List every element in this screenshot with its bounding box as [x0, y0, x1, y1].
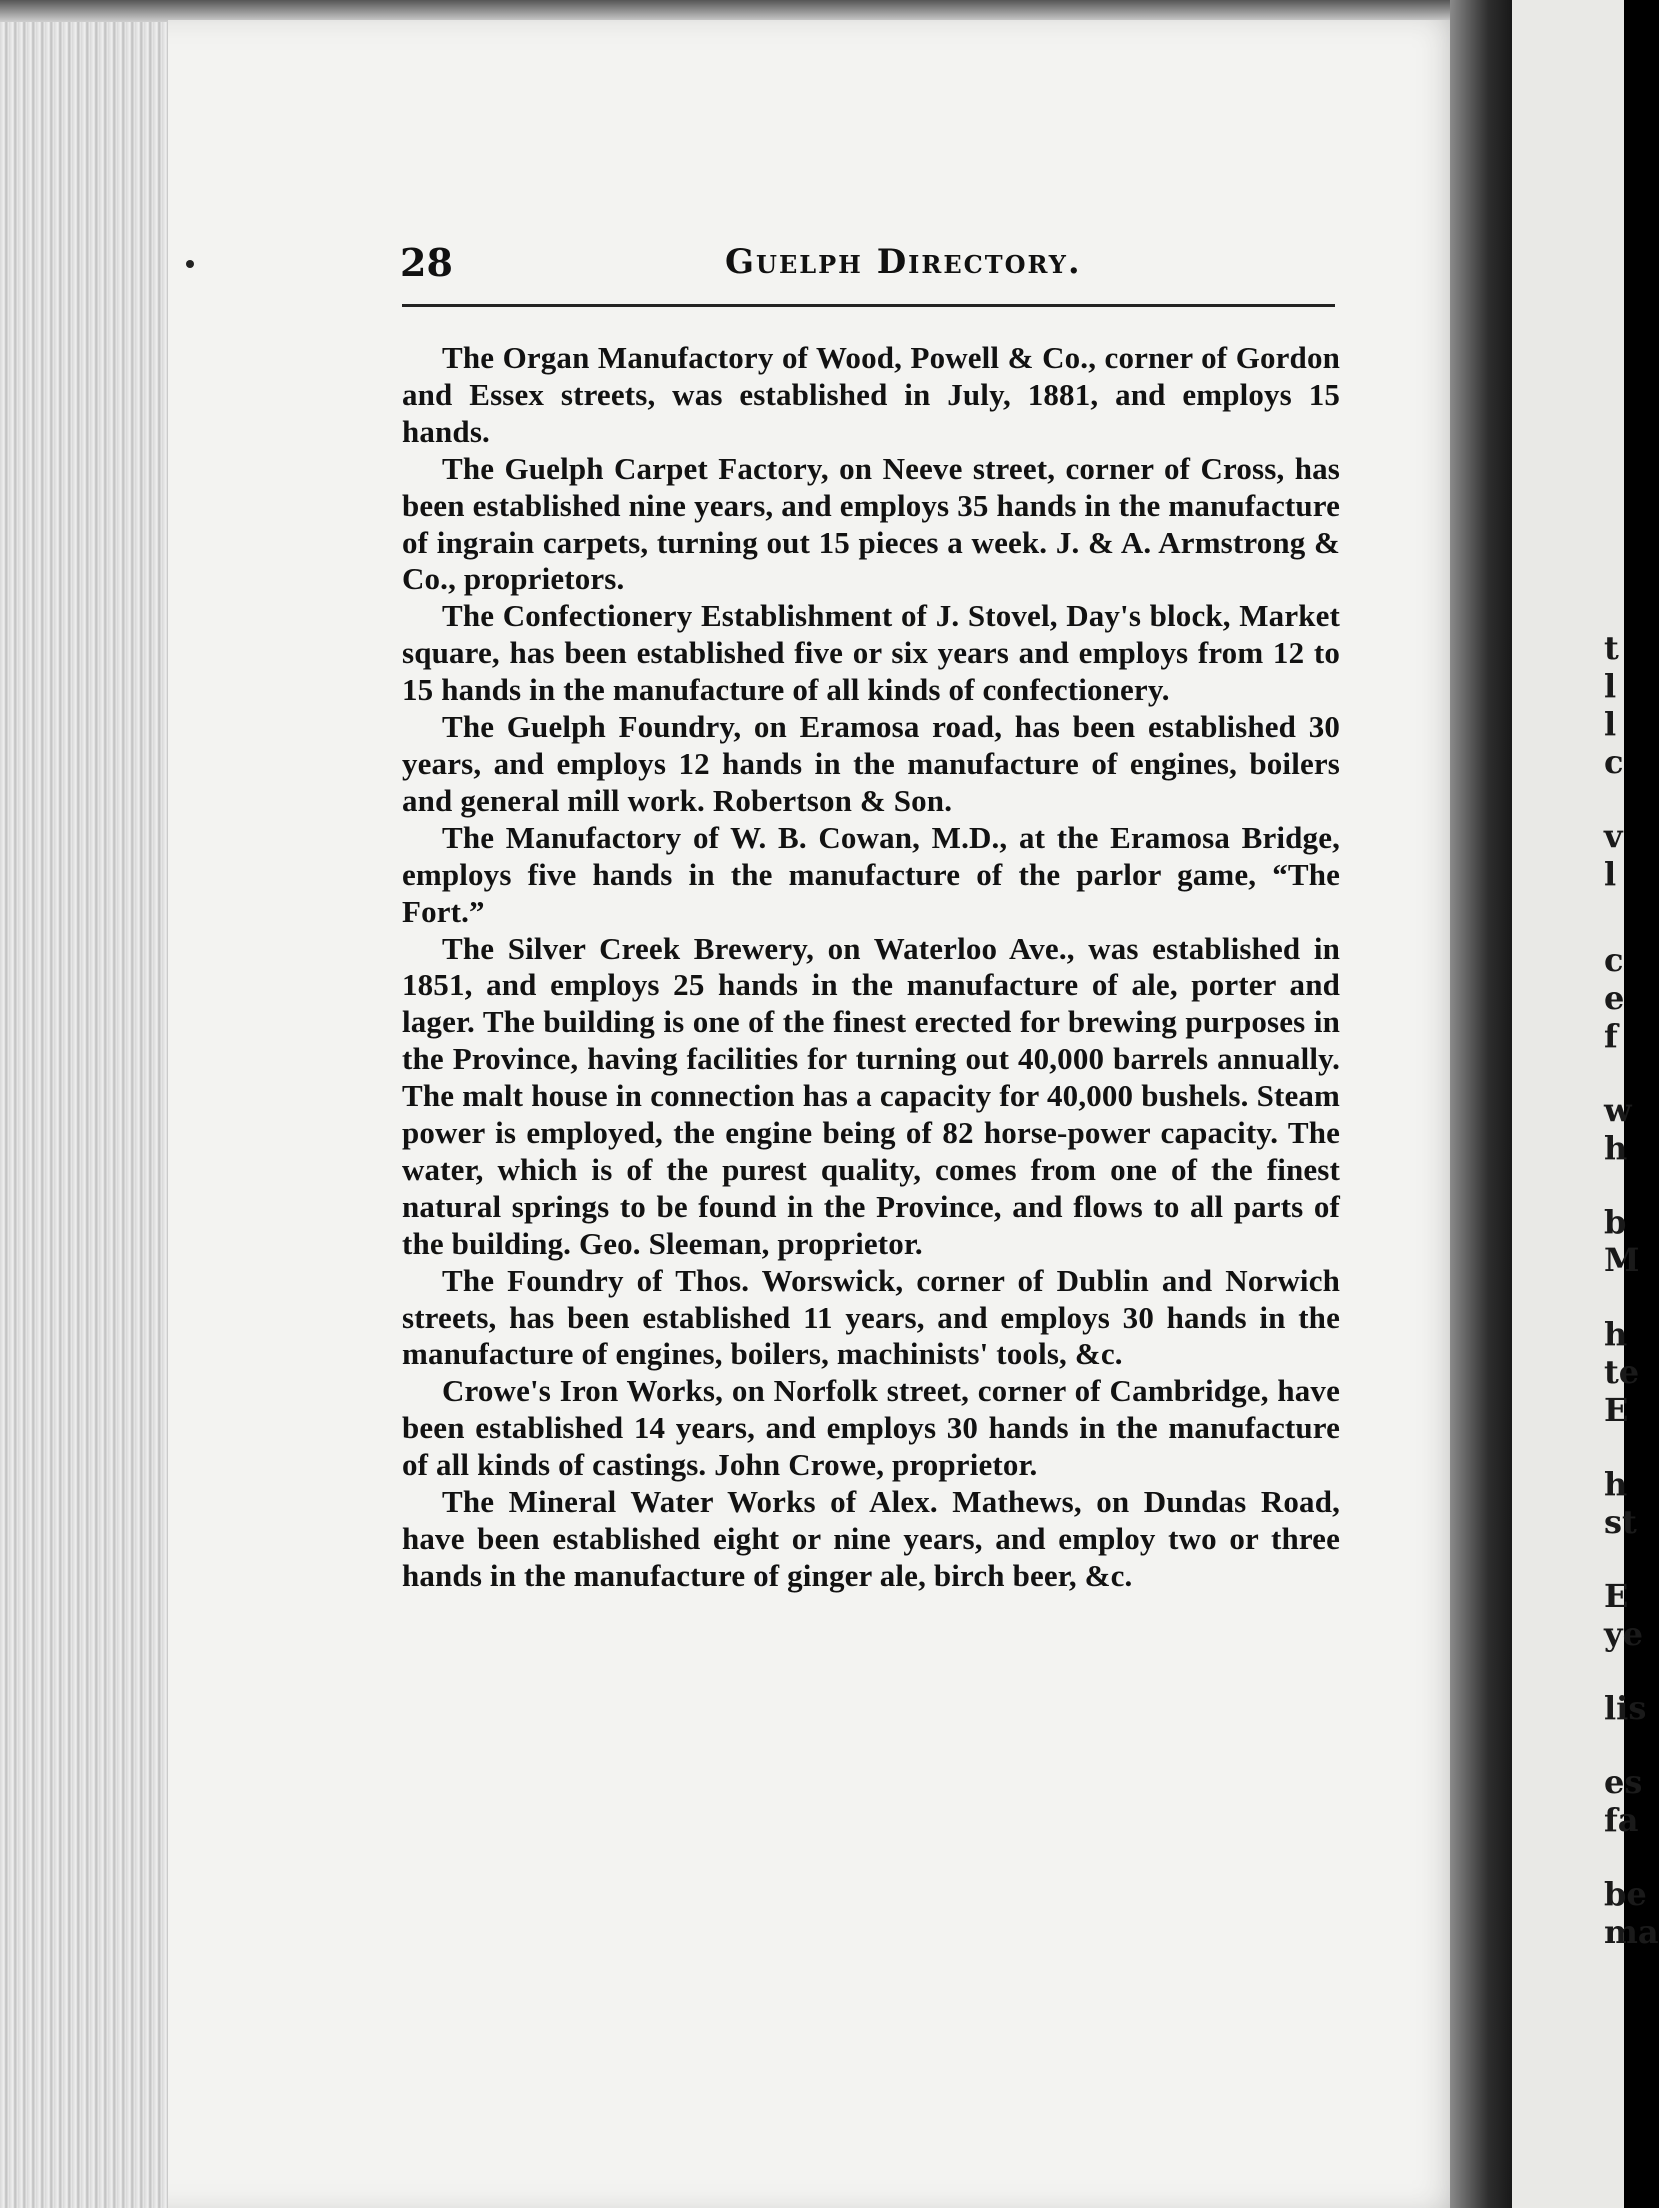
- paragraph-carpet-factory: The Guelph Carpet Factory, on Neeve street, corner of Cross, has been established nine years, and employs 35 hands in the manufacture of ingrain carpets, turning out 15 pieces a week. J. & A. Armstrong & Co., proprietors.: [402, 450, 1340, 597]
- paragraph-confectionery: The Confectionery Establishment of J. Stovel, Day's block, Market square, has been established five or six years and employs from 12 to 15 hands in the manufacture of all kinds of confectionery.: [402, 598, 1340, 708]
- body-text: [402, 340, 1340, 1595]
- paragraph-mineral-water-works: The Mineral Water Works of Alex. Mathews, on Dundas Road, have been established eight or nine years, and employ two or three hands in the manufacture of ginger ale, birch beer, &c.: [402, 1484, 1340, 1593]
- facing-fragment: l: [1604, 855, 1617, 893]
- facing-fragment: t: [1604, 629, 1619, 667]
- facing-fragment: te: [1604, 1353, 1640, 1391]
- facing-fragment: E: [1604, 1391, 1629, 1429]
- page-number: 28: [400, 240, 453, 285]
- paragraph-silver-creek-brewery: The Silver Creek Brewery, on Waterloo Ave., was established in 1851, and employs 25 hands in the manufacture of ale, porter and lager. The building is one of the finest erected for brewing purposes in the Province, having facilities for turning out 40,000 barrels annually. The malt house in connection has a capacity for 40,000 bushels. Steam power is employed, the engine being of 82 horse-power capacity. The water, which is of the purest quality, comes from one of the finest natural springs to be found in the Province, and flows to all parts of the building. Geo. Sleeman, proprietor.: [402, 930, 1340, 1261]
- facing-fragment: ye: [1604, 1615, 1643, 1653]
- facing-fragment: l: [1604, 667, 1617, 705]
- paragraph-crowes-iron-works: Crowe's Iron Works, on Norfolk street, corner of Cambridge, have been established 14 years, and employs 30 hands in the manufacture of all kinds of castings. John Crowe, proprietor.: [402, 1373, 1340, 1483]
- paragraph-cowan-manufactory: The Manufactory of W. B. Cowan, M.D., at the Eramosa Bridge, employs five hands in the manufacture of the parlor game, “The Fort.”: [402, 819, 1340, 929]
- facing-fragment: l: [1604, 705, 1617, 743]
- paragraph-organ-manufactory: The Organ Manufactory of Wood, Powell & Co., corner of Gordon and Essex streets, was established in July, 1881, and employs 15 hands.: [402, 340, 1340, 449]
- margin-mark: [186, 260, 194, 268]
- facing-fragment: M: [1604, 1241, 1640, 1279]
- paragraph-guelph-foundry: The Guelph Foundry, on Eramosa road, has been established 30 years, and employs 12 hands in the manufacture of engines, boilers and general mill work. Robertson & Son.: [402, 709, 1340, 818]
- facing-fragment: ma: [1604, 1913, 1659, 1951]
- paragraph-worswick-foundry: The Foundry of Thos. Worswick, corner of Dublin and Norwich streets, has been established 11 years, and employs 30 hands in the manufacture of engines, boilers, machinists' tools, &c.: [402, 1262, 1340, 1372]
- facing-fragment: h: [1604, 1129, 1628, 1167]
- facing-fragment: e: [1604, 979, 1625, 1017]
- header-rule: [402, 304, 1335, 307]
- facing-fragment: h: [1604, 1315, 1628, 1353]
- facing-page: [1512, 0, 1659, 2208]
- running-title: Guelph Directory.: [725, 242, 1082, 282]
- facing-fragment: c: [1604, 941, 1624, 979]
- facing-fragment: c: [1604, 743, 1624, 781]
- top-edge-shadow: [0, 0, 1624, 22]
- facing-fragment: es: [1604, 1763, 1643, 1801]
- facing-fragment: w: [1604, 1091, 1632, 1129]
- facing-fragment: lis: [1604, 1689, 1647, 1727]
- facing-fragment: b: [1604, 1203, 1627, 1241]
- binding-gutter: [1450, 0, 1520, 2208]
- facing-fragment: f: [1604, 1017, 1618, 1055]
- facing-fragment: st: [1604, 1503, 1637, 1541]
- facing-fragment: be: [1604, 1875, 1647, 1913]
- facing-fragment: v: [1604, 817, 1623, 855]
- facing-fragment: h: [1604, 1465, 1628, 1503]
- facing-fragment: fa: [1604, 1801, 1639, 1839]
- page-header: [400, 240, 1335, 286]
- facing-fragment: E: [1604, 1577, 1629, 1615]
